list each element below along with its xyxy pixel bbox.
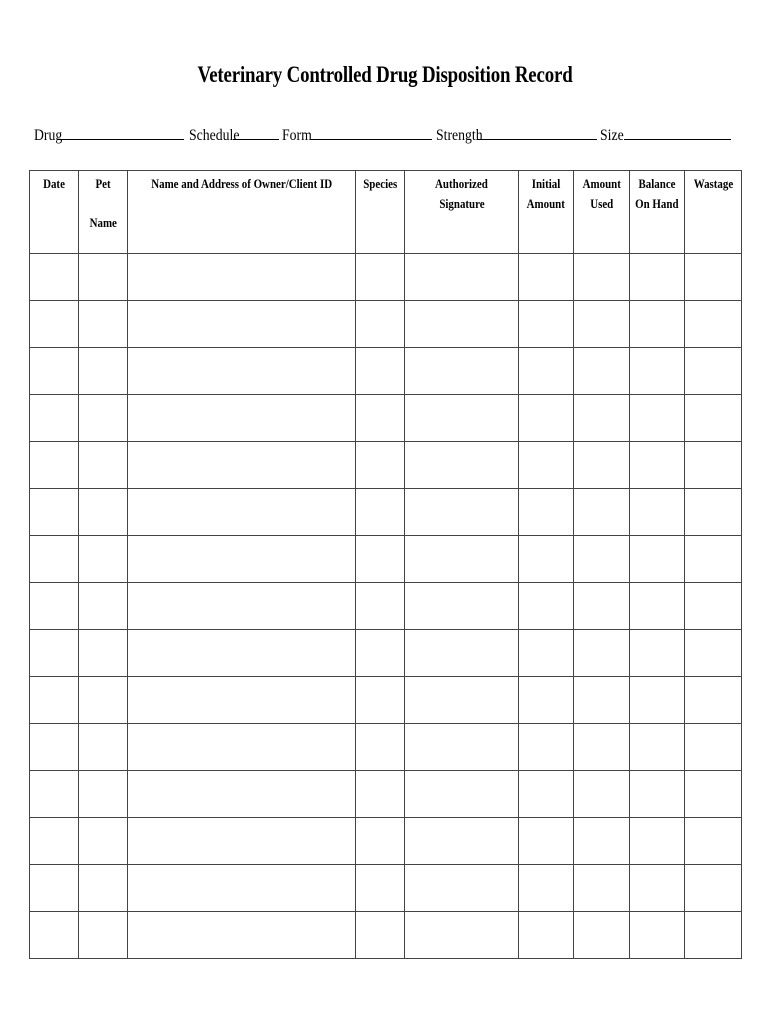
cell-wastage[interactable] — [685, 865, 742, 912]
form-label: Form — [282, 127, 312, 144]
cell-amount-used[interactable] — [574, 677, 630, 724]
cell-pet-name[interactable] — [79, 771, 128, 818]
cell-balance-on-hand[interactable] — [630, 865, 685, 912]
cell-initial-amount[interactable] — [519, 395, 574, 442]
cell-authorized-signature[interactable] — [405, 818, 519, 865]
cell-balance-on-hand[interactable] — [630, 348, 685, 395]
cell-owner-name-address[interactable] — [128, 536, 356, 583]
header-pet-name: Pet Name — [79, 171, 128, 254]
cell-date[interactable] — [30, 677, 79, 724]
cell-date[interactable] — [30, 301, 79, 348]
cell-pet-name[interactable] — [79, 254, 128, 301]
table-row — [30, 395, 742, 442]
cell-wastage[interactable] — [685, 630, 742, 677]
cell-date[interactable] — [30, 442, 79, 489]
cell-owner-name-address[interactable] — [128, 442, 356, 489]
cell-species[interactable] — [356, 630, 405, 677]
cell-pet-name[interactable] — [79, 818, 128, 865]
cell-amount-used[interactable] — [574, 254, 630, 301]
table-row — [30, 724, 742, 771]
cell-date[interactable] — [30, 489, 79, 536]
table-row — [30, 677, 742, 724]
cell-species[interactable] — [356, 301, 405, 348]
header-initial-amount: Initial Amount — [519, 171, 574, 254]
cell-owner-name-address[interactable] — [128, 677, 356, 724]
cell-pet-name[interactable] — [79, 301, 128, 348]
strength-blank[interactable] — [477, 139, 597, 140]
table-row — [30, 442, 742, 489]
table-row — [30, 865, 742, 912]
header-fields — [34, 127, 734, 151]
cell-date[interactable] — [30, 254, 79, 301]
cell-amount-used[interactable] — [574, 818, 630, 865]
cell-initial-amount[interactable] — [519, 771, 574, 818]
cell-amount-used[interactable] — [574, 395, 630, 442]
cell-balance-on-hand[interactable] — [630, 630, 685, 677]
cell-species[interactable] — [356, 912, 405, 959]
cell-balance-on-hand[interactable] — [630, 301, 685, 348]
cell-authorized-signature[interactable] — [405, 301, 519, 348]
cell-pet-name[interactable] — [79, 489, 128, 536]
cell-amount-used[interactable] — [574, 912, 630, 959]
cell-balance-on-hand[interactable] — [630, 818, 685, 865]
cell-authorized-signature[interactable] — [405, 677, 519, 724]
cell-wastage[interactable] — [685, 724, 742, 771]
form-field[interactable] — [282, 127, 317, 145]
cell-owner-name-address[interactable] — [128, 912, 356, 959]
cell-owner-name-address[interactable] — [128, 771, 356, 818]
cell-initial-amount[interactable] — [519, 254, 574, 301]
table-row — [30, 254, 742, 301]
cell-amount-used[interactable] — [574, 489, 630, 536]
cell-species[interactable] — [356, 677, 405, 724]
cell-initial-amount[interactable] — [519, 301, 574, 348]
cell-owner-name-address[interactable] — [128, 865, 356, 912]
cell-wastage[interactable] — [685, 442, 742, 489]
cell-species[interactable] — [356, 771, 405, 818]
cell-initial-amount[interactable] — [519, 724, 574, 771]
cell-pet-name[interactable] — [79, 724, 128, 771]
schedule-blank[interactable] — [233, 139, 279, 140]
cell-initial-amount[interactable] — [519, 677, 574, 724]
cell-authorized-signature[interactable] — [405, 254, 519, 301]
cell-owner-name-address[interactable] — [128, 630, 356, 677]
cell-authorized-signature[interactable] — [405, 395, 519, 442]
cell-authorized-signature[interactable] — [405, 583, 519, 630]
cell-date[interactable] — [30, 395, 79, 442]
table-row — [30, 912, 742, 959]
cell-initial-amount[interactable] — [519, 912, 574, 959]
cell-date[interactable] — [30, 724, 79, 771]
cell-wastage[interactable] — [685, 395, 742, 442]
cell-pet-name[interactable] — [79, 348, 128, 395]
cell-balance-on-hand[interactable] — [630, 677, 685, 724]
cell-balance-on-hand[interactable] — [630, 254, 685, 301]
header-amount-used: Amount Used — [574, 171, 630, 254]
header-authorized-signature: Authorized Signature — [405, 171, 519, 254]
cell-initial-amount[interactable] — [519, 442, 574, 489]
cell-wastage[interactable] — [685, 489, 742, 536]
form-blank[interactable] — [311, 139, 432, 140]
cell-pet-name[interactable] — [79, 442, 128, 489]
cell-amount-used[interactable] — [574, 583, 630, 630]
cell-owner-name-address[interactable] — [128, 489, 356, 536]
cell-date[interactable] — [30, 583, 79, 630]
cell-balance-on-hand[interactable] — [630, 442, 685, 489]
cell-species[interactable] — [356, 583, 405, 630]
cell-wastage[interactable] — [685, 912, 742, 959]
cell-authorized-signature[interactable] — [405, 442, 519, 489]
cell-balance-on-hand[interactable] — [630, 724, 685, 771]
cell-owner-name-address[interactable] — [128, 395, 356, 442]
header-wastage: Wastage — [685, 171, 742, 254]
cell-species[interactable] — [356, 395, 405, 442]
cell-initial-amount[interactable] — [519, 630, 574, 677]
header-date: Date — [30, 171, 79, 254]
schedule-field[interactable] — [189, 127, 248, 145]
cell-amount-used[interactable] — [574, 865, 630, 912]
cell-wastage[interactable] — [685, 254, 742, 301]
cell-species[interactable] — [356, 818, 405, 865]
size-label: Size — [600, 127, 624, 144]
cell-wastage[interactable] — [685, 677, 742, 724]
cell-owner-name-address[interactable] — [128, 348, 356, 395]
cell-date[interactable] — [30, 912, 79, 959]
cell-owner-name-address[interactable] — [128, 583, 356, 630]
cell-date[interactable] — [30, 536, 79, 583]
table-body — [30, 254, 742, 959]
cell-initial-amount[interactable] — [519, 818, 574, 865]
cell-authorized-signature[interactable] — [405, 536, 519, 583]
cell-authorized-signature[interactable] — [405, 348, 519, 395]
header-species: Species — [356, 171, 405, 254]
cell-balance-on-hand[interactable] — [630, 536, 685, 583]
cell-authorized-signature[interactable] — [405, 630, 519, 677]
header-owner-name-address: Name and Address of Owner/Client ID — [128, 171, 356, 254]
cell-initial-amount[interactable] — [519, 536, 574, 583]
disposition-table — [29, 170, 742, 959]
cell-authorized-signature[interactable] — [405, 865, 519, 912]
cell-pet-name[interactable] — [79, 630, 128, 677]
cell-initial-amount[interactable] — [519, 348, 574, 395]
cell-wastage[interactable] — [685, 348, 742, 395]
page-title: Veterinary Controlled Drug Disposition Record — [197, 62, 573, 87]
size-field[interactable] — [600, 127, 628, 145]
cell-date[interactable] — [30, 348, 79, 395]
cell-pet-name[interactable] — [79, 536, 128, 583]
table-row — [30, 583, 742, 630]
table-row — [30, 771, 742, 818]
cell-species[interactable] — [356, 724, 405, 771]
table-header-row — [30, 171, 742, 254]
cell-initial-amount[interactable] — [519, 583, 574, 630]
cell-species[interactable] — [356, 442, 405, 489]
cell-pet-name[interactable] — [79, 865, 128, 912]
cell-pet-name[interactable] — [79, 583, 128, 630]
drug-label: Drug — [34, 127, 63, 144]
cell-balance-on-hand[interactable] — [630, 583, 685, 630]
cell-species[interactable] — [356, 254, 405, 301]
schedule-label: Schedule — [189, 127, 240, 144]
strength-field[interactable] — [436, 127, 490, 145]
cell-wastage[interactable] — [685, 818, 742, 865]
strength-label: Strength — [436, 127, 483, 144]
cell-authorized-signature[interactable] — [405, 912, 519, 959]
cell-species[interactable] — [356, 489, 405, 536]
cell-date[interactable] — [30, 818, 79, 865]
table-row — [30, 818, 742, 865]
cell-authorized-signature[interactable] — [405, 489, 519, 536]
header-balance-on-hand: Balance On Hand — [630, 171, 685, 254]
cell-amount-used[interactable] — [574, 301, 630, 348]
cell-wastage[interactable] — [685, 301, 742, 348]
table-row — [30, 348, 742, 395]
cell-balance-on-hand[interactable] — [630, 912, 685, 959]
cell-initial-amount[interactable] — [519, 489, 574, 536]
cell-authorized-signature[interactable] — [405, 724, 519, 771]
cell-amount-used[interactable] — [574, 724, 630, 771]
cell-pet-name[interactable] — [79, 677, 128, 724]
cell-amount-used[interactable] — [574, 630, 630, 677]
cell-date[interactable] — [30, 771, 79, 818]
cell-pet-name[interactable] — [79, 395, 128, 442]
cell-owner-name-address[interactable] — [128, 254, 356, 301]
cell-owner-name-address[interactable] — [128, 301, 356, 348]
cell-balance-on-hand[interactable] — [630, 395, 685, 442]
table-row — [30, 489, 742, 536]
cell-species[interactable] — [356, 536, 405, 583]
cell-wastage[interactable] — [685, 536, 742, 583]
size-blank[interactable] — [624, 139, 731, 140]
cell-owner-name-address[interactable] — [128, 818, 356, 865]
cell-initial-amount[interactable] — [519, 865, 574, 912]
cell-authorized-signature[interactable] — [405, 771, 519, 818]
cell-species[interactable] — [356, 348, 405, 395]
drug-blank[interactable] — [60, 139, 184, 140]
cell-date[interactable] — [30, 865, 79, 912]
drug-field[interactable] — [34, 127, 67, 145]
cell-amount-used[interactable] — [574, 442, 630, 489]
cell-balance-on-hand[interactable] — [630, 771, 685, 818]
table-row — [30, 301, 742, 348]
cell-amount-used[interactable] — [574, 536, 630, 583]
cell-amount-used[interactable] — [574, 348, 630, 395]
cell-date[interactable] — [30, 630, 79, 677]
cell-wastage[interactable] — [685, 583, 742, 630]
table-row — [30, 630, 742, 677]
cell-wastage[interactable] — [685, 771, 742, 818]
cell-species[interactable] — [356, 865, 405, 912]
table-row — [30, 536, 742, 583]
cell-pet-name[interactable] — [79, 912, 128, 959]
cell-balance-on-hand[interactable] — [630, 489, 685, 536]
cell-amount-used[interactable] — [574, 771, 630, 818]
cell-owner-name-address[interactable] — [128, 724, 356, 771]
